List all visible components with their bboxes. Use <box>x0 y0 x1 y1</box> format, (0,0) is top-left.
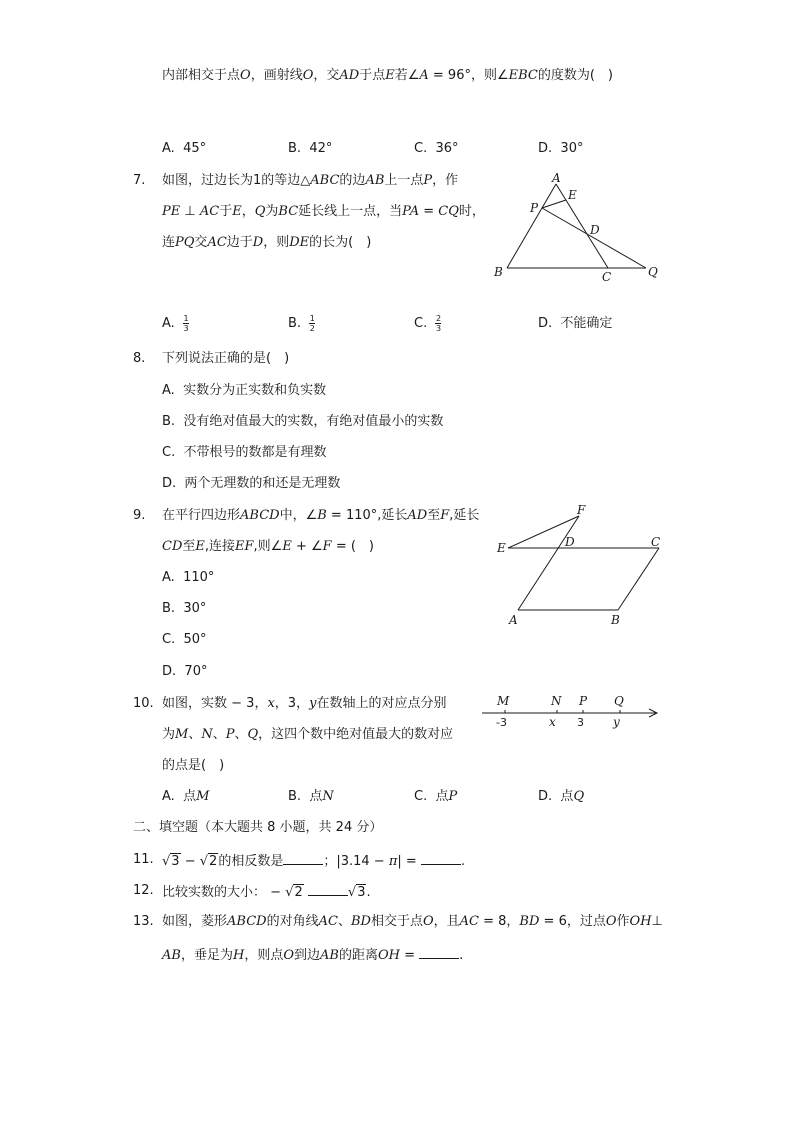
q6-option-a: A. 45° <box>162 141 207 156</box>
label-q: Q <box>648 265 658 279</box>
q7-number: 7. <box>133 173 146 188</box>
label-d: D <box>590 223 600 237</box>
q8-option-a: A. 实数分为正实数和负实数 <box>162 383 327 398</box>
text: ，交 <box>313 68 340 83</box>
label-e: E <box>497 541 506 555</box>
q7-option-a: A. $\frac{1}{3}$ <box>162 314 189 333</box>
label-e: E <box>568 188 577 202</box>
text: 若∠ <box>394 68 420 83</box>
label-x: x <box>549 715 556 729</box>
q10-number-line-figure <box>480 690 664 732</box>
math-var: AD <box>339 68 360 83</box>
label-c: C <box>602 270 612 284</box>
math-var: O <box>302 68 314 83</box>
side-ac <box>556 184 608 268</box>
q9-option-c: C. 50° <box>162 632 207 647</box>
q13-stem-line2: AB，垂足为H，则点O到边AB的距离OH = . <box>162 948 464 963</box>
label-minus-3: -3 <box>496 716 507 729</box>
q10-number: 10. <box>133 696 154 711</box>
q12-stem: 比较实数的大小： − √2 √3. <box>162 885 371 900</box>
q9-parallelogram-figure <box>494 502 674 632</box>
q9-stem-line1: 在平行四边形ABCD中，∠B = 110°,延长AD至F,延长 <box>162 508 480 523</box>
q8-stem: 下列说法正确的是( ) <box>162 351 290 366</box>
q8-option-c: C. 不带根号的数都是有理数 <box>162 445 327 460</box>
text: = 96°，则∠ <box>428 68 509 83</box>
q9-number: 9. <box>133 508 146 523</box>
q9-option-b: B. 30° <box>162 601 207 616</box>
q7-option-d: D. 不能确定 <box>538 316 613 331</box>
q13-stem-line1: 如图，菱形ABCD的对角线AC、BD相交于点O，且AC = 8，BD = 6，过点O作OH⊥ <box>162 914 663 929</box>
q11-answer-blank-2[interactable] <box>421 852 461 865</box>
q10-option-a: A. 点M <box>162 789 210 804</box>
label-a: A <box>552 171 561 185</box>
q7-stem-line1: 如图，过边长为1的等边△ABC的边AB上一点P，作 <box>162 173 459 188</box>
math-var: E <box>385 68 395 83</box>
q8-option-d: D. 两个无理数的和还是无理数 <box>162 476 341 491</box>
q10-stem-line2: 为M、N、P、Q，这四个数中绝对值最大的数对应 <box>162 727 454 742</box>
q7-stem-line3: 连PQ交AC边于D，则DE的长为( ) <box>162 235 372 250</box>
label-p: P <box>530 201 539 215</box>
label-3: 3 <box>577 716 584 729</box>
q11-answer-blank-1[interactable] <box>283 852 323 865</box>
label-n: N <box>551 694 562 708</box>
q6-stem-continuation <box>162 68 613 84</box>
math-var: A <box>419 68 429 83</box>
segment-pq <box>542 208 646 268</box>
q11-number: 11. <box>133 852 154 867</box>
q6-option-b: B. 42° <box>288 141 333 156</box>
math-var: EBC <box>508 68 538 83</box>
q9-option-a: A. 110° <box>162 570 215 585</box>
q10-option-c: C. 点P <box>414 789 458 804</box>
label-a: A <box>509 613 518 627</box>
q13-number: 13. <box>133 914 154 929</box>
q9-option-d: D. 70° <box>162 664 208 679</box>
q10-stem-line3: 的点是( ) <box>162 758 225 773</box>
text: 的度数为( ) <box>537 68 614 83</box>
q10-option-b: B. 点N <box>288 789 334 804</box>
label-c: C <box>651 535 661 549</box>
q9-stem-line2: CD至E,连接EF,则∠E + ∠F = ( ) <box>162 539 374 554</box>
q6-option-c: C. 36° <box>414 141 459 156</box>
q11-stem: √3 − √2的相反数是 ；|3.14 − π| = . <box>162 854 466 869</box>
q12-answer-blank[interactable] <box>308 883 348 896</box>
q7-triangle-figure <box>490 168 670 288</box>
q13-answer-blank[interactable] <box>419 946 459 959</box>
q7-stem-line2: PE ⊥ AC于E，Q为BC延长线上一点，当PA = CQ时， <box>162 204 485 219</box>
text: ，画射线 <box>250 68 303 83</box>
label-d: D <box>565 535 575 549</box>
text: 于点 <box>359 68 386 83</box>
q10-option-d: D. 点Q <box>538 789 585 804</box>
q8-option-b: B. 没有绝对值最大的实数，有绝对值最小的实数 <box>162 414 444 429</box>
math-var: O <box>240 68 251 83</box>
text: 内部相交于点 <box>162 68 241 83</box>
q10-stem-line1: 如图，实数 − 3，x，3，y在数轴上的对应点分别 <box>162 696 447 711</box>
q7-option-b: B. $\frac{1}{2}$ <box>288 314 315 333</box>
q12-number: 12. <box>133 883 154 898</box>
side-bc <box>618 548 659 610</box>
q8-number: 8. <box>133 351 146 366</box>
label-p: P <box>579 694 588 708</box>
label-b: B <box>494 265 503 279</box>
label-q: Q <box>614 694 624 708</box>
q6-option-d: D. 30° <box>538 141 584 156</box>
label-b: B <box>611 613 620 627</box>
q7-option-c: C. $\frac{2}{3}$ <box>414 314 442 333</box>
label-m: M <box>497 694 510 708</box>
section-2-heading: 二、填空题（本大题共 8 小题，共 24 分） <box>133 820 383 835</box>
label-f: F <box>577 503 586 517</box>
label-y: y <box>613 715 620 729</box>
side-ab <box>507 184 556 268</box>
